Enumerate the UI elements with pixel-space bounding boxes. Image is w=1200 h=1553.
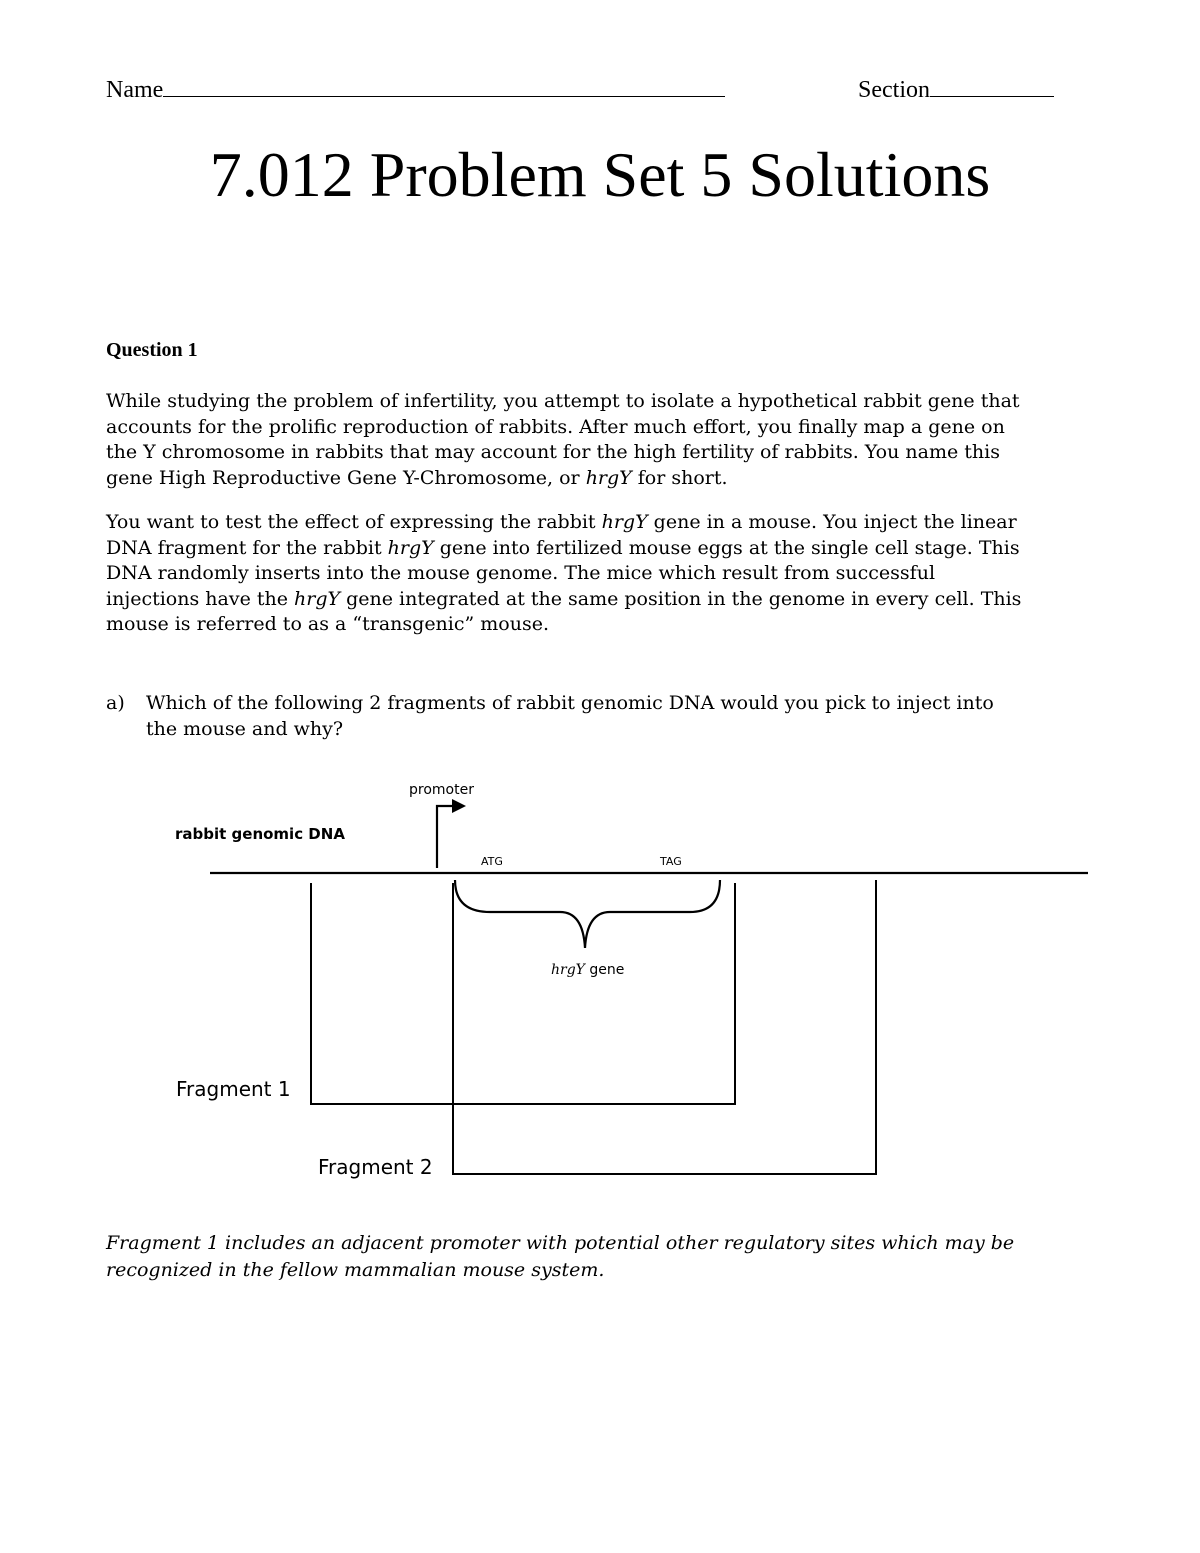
answer-line: recognized in the fellow mammalian mouse system. (106, 1259, 605, 1281)
paragraph-line (106, 587, 1106, 613)
paragraph-line (106, 466, 1106, 492)
page-title: 7.012 Problem Set 5 Solutions (209, 139, 991, 210)
text-run: mouse is referred to as a “transgenic” mouse. (106, 613, 549, 635)
answer-text (106, 1230, 1014, 1284)
text-run: gene High Reproductive Gene Y-Chromosome, or (106, 466, 586, 489)
section-label: Section (858, 77, 930, 103)
promoter-label: promoter (409, 782, 474, 798)
paragraph-line (106, 561, 1106, 587)
fragment-1-outline (311, 883, 735, 1104)
question-heading: Question 1 (106, 339, 198, 361)
text-run: for short. (631, 466, 728, 489)
text-run: gene in a mouse. You inject the linear (647, 511, 1017, 533)
gene-brace (455, 880, 720, 948)
name-label: Name (106, 77, 164, 103)
section-blank-line[interactable] (930, 74, 1054, 97)
stop-codon-label: TAG (660, 855, 682, 868)
question-paragraph-2 (106, 510, 1106, 638)
gene-name: hrgY (294, 587, 341, 610)
name-field[interactable] (106, 74, 725, 104)
section-field[interactable] (858, 74, 1054, 104)
gene-label (551, 962, 624, 978)
text-run: DNA fragment for the rabbit (106, 536, 388, 559)
start-codon-label: ATG (481, 855, 503, 868)
dna-fragment-diagram (0, 770, 1200, 1200)
part-a-label: a) (106, 692, 125, 714)
paragraph-line (106, 612, 1106, 638)
fragment-2-label: Fragment 2 (318, 1155, 433, 1179)
gene-name: hrgY (387, 536, 434, 559)
gene-label-suffix: gene (584, 962, 625, 978)
gene-name: hrgY (601, 511, 648, 533)
question-line: Which of the following 2 fragments of rabbit genomic DNA would you pick to inject into (146, 692, 994, 714)
fragment-2-outline (453, 880, 876, 1174)
paragraph-line: While studying the problem of infertility, you attempt to isolate a hypothetical rabbit gene that (106, 390, 1020, 412)
paragraph-line: the Y chromosome in rabbits that may account for the high fertility of rabbits. You name this (106, 441, 1000, 463)
gene-label-name: hrgY (551, 962, 585, 978)
name-blank-line[interactable] (163, 74, 725, 97)
question-paragraph-1 (106, 389, 1106, 491)
text-run: injections have the (106, 587, 295, 610)
gene-name: hrgY (585, 466, 632, 489)
question-line: the mouse and why? (146, 718, 344, 740)
paragraph-line: accounts for the prolific reproduction of rabbits. After much effort, you finally map a gene on (106, 415, 1005, 438)
answer-line: Fragment 1 includes an adjacent promoter with potential other regulatory sites which may be (106, 1232, 1015, 1254)
promoter-arrowhead-icon (452, 799, 466, 813)
text-run: gene into fertilized mouse eggs at the single cell stage. This (433, 536, 1020, 559)
part-a-question (146, 690, 994, 742)
paragraph-line (106, 536, 1106, 562)
dna-label: rabbit genomic DNA (175, 825, 345, 843)
promoter-arrow (437, 806, 455, 868)
text-run: gene integrated at the same position in the genome in every cell. This (340, 587, 1022, 610)
text-run: DNA randomly inserts into the mouse genome. The mice which result from successful (106, 562, 936, 584)
text-run: You want to test the effect of expressing the rabbit (106, 511, 602, 533)
paragraph-line (106, 510, 1106, 536)
fragment-1-label: Fragment 1 (176, 1077, 291, 1101)
